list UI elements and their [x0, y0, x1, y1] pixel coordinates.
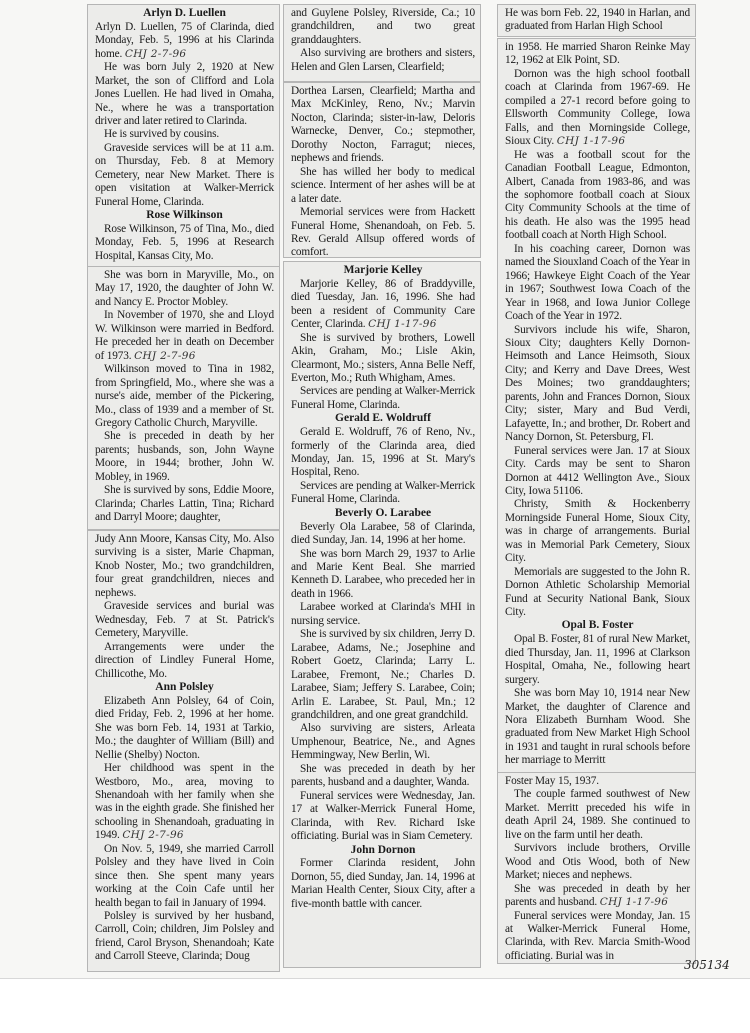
paragraph-text: Christy, Smith & Hockenberry Morningside Funeral Home, Sioux City, was in charge of arrangements. Burial was in Memorial Park Cemetery, Sioux City.: [505, 498, 690, 565]
obituary-paragraph: [95, 910, 274, 964]
paragraph-text: Marjorie Kelley, 86 of Braddyville, died Tuesday, Jan. 16, 1996. She had been a resident of Community Care Center, Clarinda.: [291, 277, 475, 331]
obituary-paragraph: [291, 426, 475, 480]
obituary-paragraph: [291, 857, 475, 911]
obituary-paragraph: [95, 484, 274, 524]
paragraph-text: Dornon was the high school football coach at Clarinda from 1967-69. He compiled a 27-1 record before going to Ellsworth Community College, Iowa Falls, and then Morningside College, Sioux City.: [505, 67, 690, 148]
paragraph-text: Ann Polsley: [155, 680, 214, 693]
paragraph-text: She is preceded in death by her parents; husbands, son, John Wayne Moore, in 1944; brother, John W. Mobley, in 1969.: [95, 430, 274, 483]
paragraph-text: She has willed her body to medical science. Interment of her ashes will be at a later date.: [291, 165, 475, 205]
obituary-paragraph: [95, 21, 274, 61]
paragraph-text: Judy Ann Moore, Kansas City, Mo. Also surviving is a sister, Marie Chapman, Knob Noster, Mo.; two grandchildren, four great grandchildren, nieces and nephews.: [95, 533, 274, 599]
obituary-paragraph: [291, 47, 475, 74]
paragraph-text: She was born in Maryville, Mo., on May 17, 1920, the daughter of John W. and Nancy E. Proctor Mobley.: [95, 269, 274, 308]
paragraph-text: The couple farmed southwest of New Market. Merritt preceded his wife in death April 24, 1989. She continued to live on the farm until her death.: [505, 788, 690, 841]
obituary-heading: [505, 619, 690, 633]
paragraph-text: Arlyn D. Luellen, 75 of Clarinda, died Monday, Feb. 5, 1996 at his Clarinda home.: [95, 20, 274, 60]
paragraph-text: Memorials are suggested to the John R. Dornon Athletic Scholarship Memorial Fund at Security National Bank, Sioux City.: [505, 565, 690, 619]
paragraph-text: She was born May 10, 1914 near New Market, the daughter of Clarence and Nora Elizabeth Burnham Wood. She graduated from New Market High School in 1931 and taught in rural schools before her marriage to Merritt: [505, 687, 690, 767]
obituary-paragraph: [291, 385, 475, 412]
handwritten-date-note: CHJ 1-17-96: [599, 896, 669, 909]
obituary-paragraph: [95, 641, 274, 681]
paragraph-text: She is survived by six children, Jerry D. Larabee, Adams, Ne.; Josephine and Robert Goetz, Clarinda; Larry L. Larabee, Fremont, Ne.; Charles D. Larabee, Siam; Jeffery S. Larabee, Coin; Arlin E. Larabee, St. Paul, Mn.; 12 grandchildren, and one great grandchild.: [291, 628, 475, 721]
obituary-paragraph: [291, 206, 475, 258]
obituary-paragraph: [291, 521, 475, 548]
paragraph-text: in 1958. He married Sharon Reinke May 12, 1962 at Elk Point, SD.: [505, 41, 690, 67]
obituary-paragraph: [95, 695, 274, 762]
paragraph-text: She is survived by sons, Eddie Moore, Clarinda; Charles Lattin, Tina; Richard and Darryl Moore; daughter,: [95, 484, 274, 524]
paragraph-text: He was a football scout for the Canadian Football League, Edmonton, Albert, Canada from 1983-86, and was the sophomore football coach at Sioux City Community Schools at the time of his death. He also was the 1995 head football coach at North High School.: [505, 148, 690, 242]
obituary-heading: [291, 844, 475, 858]
obituary-paragraph: [291, 166, 475, 206]
obituary-paragraph: [291, 278, 475, 332]
paragraph-text: Dorthea Larsen, Clearfield; Martha and Max McKinley, Reno, Nv.; Marvin Nocton, Clarinda; sister-in-law, Deloris Warnecke, Denver, Co.; stepmother, Dorothy Nocton, Farragut; nieces, nephews and friends.: [291, 85, 475, 165]
obituary-paragraph: [505, 68, 690, 149]
obituary-paragraph: [505, 445, 690, 499]
obituary-paragraph: [291, 763, 475, 790]
paragraph-text: Beverly O. Larabee: [334, 506, 432, 519]
paragraph-text: He is survived by cousins.: [104, 128, 220, 141]
clipping-kelley-woldruff-larabee-dornon: [283, 261, 481, 968]
obituary-heading: [95, 7, 274, 21]
obituary-paragraph: [505, 41, 690, 68]
paragraph-text: Funeral services were Monday, Jan. 15 at Walker-Merrick Funeral Home, Clarinda, with Rev. Marcia Smith-Wood officiating. Burial was in: [505, 909, 690, 962]
paragraph-text: Beverly Ola Larabee, 58 of Clarinda, died Sunday, Jan. 14, 1996 at her home.: [291, 520, 475, 547]
obituary-paragraph: [95, 843, 274, 910]
paragraph-text: Rose Wilkinson: [146, 209, 223, 222]
paragraph-text: Marjorie Kelley: [343, 264, 423, 276]
obituary-heading: [291, 264, 475, 278]
paragraph-text: Polsley is survived by her husband, Carroll, Coin; children, Jim Polsley and friend, Carol Bryson, Shenandoah; Kate and Carroll Steeve, Clarinda; Doug: [95, 910, 274, 963]
obituary-paragraph: [291, 790, 475, 844]
obituary-paragraph: [505, 687, 690, 768]
obituary-paragraph: [95, 309, 274, 363]
obituary-paragraph: [291, 480, 475, 507]
paragraph-text: Also surviving are sisters, Arleata Umphenour, Beatrice, Ne., and Agnes Hemmingway, New Berlin, Wi.: [291, 722, 475, 762]
paragraph-text: Survivors include brothers, Orville Wood and Otis Wood, both of New Market; nieces and nephews.: [505, 842, 690, 882]
obituary-paragraph: [95, 142, 274, 209]
obituary-paragraph: [291, 332, 475, 386]
paragraph-text: Services are pending at Walker-Merrick Funeral Home, Clarinda.: [291, 385, 475, 411]
clipping-polsley-survivors: [283, 82, 481, 258]
obituary-paragraph: [291, 628, 475, 722]
obituary-paragraph: [291, 722, 475, 762]
paragraph-text: Foster May 15, 1937.: [505, 775, 599, 787]
clipping-moore-polsley: [87, 530, 280, 972]
handwritten-date-note: CHJ 2-7-96: [134, 349, 196, 362]
obituary-paragraph: [95, 61, 274, 128]
paragraph-text: She was preceded in death by her parents and husband.: [505, 882, 690, 909]
paragraph-text: She was preceded in death by her parents, husband and a daughter, Wanda.: [291, 762, 475, 789]
obituary-paragraph: [505, 243, 690, 324]
clipping-polsley-continued: [283, 4, 481, 82]
paragraph-text: He was born Feb. 22, 1940 in Harlan, and graduated from Harlan High School: [505, 7, 690, 33]
obituary-paragraph: [95, 269, 274, 309]
obituary-paragraph: [95, 600, 274, 640]
paragraph-text: Her childhood was spent in the Westboro, Mo., area, moving to Shenandoah with her family when she was in the eighth grade. She finished her schooling in Shenandoah, graduating in 1949.: [95, 762, 274, 842]
paragraph-text: Rose Wilkinson, 75 of Tina, Mo., died Monday, Feb. 5, 1996 at Research Hospital, Kansas City, Mo.: [95, 222, 274, 262]
handwritten-date-note: CHJ 1-17-96: [556, 135, 626, 148]
paragraph-text: In November of 1970, she and Lloyd W. Wilkinson were married in Bedford. He preceded her in death on December of 1973.: [95, 309, 274, 362]
obituary-heading: [291, 412, 475, 426]
paragraph-text: Funeral services were Wednesday, Jan. 17 at Walker-Merrick Funeral Home, Clarinda, with Rev. Richard Iske officiating. Burial was in Siam Cemetery.: [291, 789, 475, 843]
paragraph-text: She was born March 29, 1937 to Arlie and Marie Kent Beal. She married Kenneth D. Larabee, who preceded her in death in 1966.: [291, 547, 475, 600]
obituary-paragraph: [95, 533, 274, 600]
obituary-paragraph: [291, 548, 475, 602]
obituary-paragraph: [505, 883, 690, 910]
paragraph-text: Graveside services will be at 11 a.m. on Thursday, Feb. 8 at Memory Cemetery, near New Market. There is open visitation at Walker-Merrick Funeral Home, Clarinda.: [95, 141, 274, 208]
paragraph-text: On Nov. 5, 1949, she married Carroll Polsley and they have lived in Coin since then. She spent many years working at the Coin Cafe until her health began to fail in January of 1994.: [95, 842, 274, 909]
paragraph-text: Opal B. Foster, 81 of rural New Market, died Thursday, Jan. 11, 1996 at Clarkson Hospital, Omaha, Ne., following heart surgery.: [505, 633, 690, 686]
paragraph-text: John Dornon: [350, 843, 416, 856]
obituary-paragraph: [291, 7, 475, 47]
clipping-dornon-foster: [497, 38, 696, 773]
obituary-paragraph: [505, 149, 690, 243]
paragraph-text: Services are pending at Walker-Merrick Funeral Home, Clarinda.: [291, 479, 475, 506]
obituary-heading: [95, 681, 274, 695]
archive-number-annotation: 305134: [684, 958, 730, 972]
paragraph-text: Wilkinson moved to Tina in 1982, from Springfield, Mo., where she was a nurse's aide, member of the Pickering, Mo., class of 1939 and a member of St. Gregory Catholic Church, Maryville.: [95, 363, 274, 429]
clipping-luellen-wilkinson: [87, 4, 280, 267]
obituary-paragraph: [95, 762, 274, 843]
obituary-heading: [95, 209, 274, 223]
paragraph-text: and Guylene Polsley, Riverside, Ca.; 10 grandchildren, and two great granddaughters.: [291, 7, 475, 46]
obituary-paragraph: [505, 324, 690, 445]
clipping-wilkinson-continued: [87, 266, 280, 530]
paragraph-text: In his coaching career, Dornon was named the Siouxland Coach of the Year in 1966; Hawkeye Eight Coach of the Year in 1967; Southwest Iowa Coach of the Year in 1968, and Iowa Junior College Coach of the Year in 1972.: [505, 242, 690, 323]
paragraph-text: Graveside services and burial was Wednesday, Feb. 7 at St. Patrick's Cemetery, Maryville.: [95, 600, 274, 640]
handwritten-date-note: CHJ 1-17-96: [368, 318, 437, 331]
obituary-heading: [291, 507, 475, 521]
clipping-dornon-birth: [497, 4, 696, 37]
paragraph-text: Also surviving are brothers and sisters, Helen and Glen Larsen, Clearfield;: [291, 47, 475, 73]
obituary-paragraph: [505, 775, 690, 788]
obituary-paragraph: [291, 601, 475, 628]
obituary-paragraph: [505, 788, 690, 842]
paragraph-text: Survivors include his wife, Sharon, Sioux City; daughters Kelly Dornon-Heimsoth and Lance Heimsoth, Sioux City; and Kerry and Dave Drees, West Des Moines; two granddaughters; parents, John and Frances Dornon, Sioux City; sister, Mary and Bud Verdi, Lafayette, In.; and brother, Dr. Robert and Nancy Dornon, St. Petersburg, Fl.: [505, 323, 690, 444]
paragraph-text: Gerald E. Woldruff: [335, 412, 431, 425]
handwritten-date-note: CHJ 2-7-96: [122, 829, 184, 842]
obituary-paragraph: [505, 7, 690, 34]
obituary-paragraph: [505, 842, 690, 882]
obituary-paragraph: [95, 223, 274, 263]
paragraph-text: Larabee worked at Clarinda's MHI in nursing service.: [291, 601, 475, 627]
obituary-paragraph: [505, 633, 690, 687]
obituary-paragraph: [95, 128, 274, 141]
paragraph-text: Memorial services were from Hackett Funeral Home, Shenandoah, on Feb. 5. Rev. Gerald Allsup offered words of comfort.: [291, 206, 475, 258]
obituary-paragraph: [505, 498, 690, 565]
paragraph-text: Elizabeth Ann Polsley, 64 of Coin, died Friday, Feb. 2, 1996 at her home. She was born Feb. 14, 1931 at Tarkio, Mo.; the daughter of William (Bill) and Nellie (Shelby) Nocton.: [95, 694, 274, 761]
obituary-paragraph: [95, 430, 274, 484]
obituary-paragraph: [291, 85, 475, 166]
obituary-paragraph: [505, 566, 690, 620]
obituary-paragraph: [95, 363, 274, 430]
paragraph-text: Arlyn D. Luellen: [143, 7, 226, 19]
clipping-foster-continued: [497, 772, 696, 964]
paragraph-text: Former Clarinda resident, John Dornon, 55, died Sunday, Jan. 14, 1996 at Marian Health Center, Sioux City, after a five-month battle with cancer.: [291, 857, 475, 910]
obituary-paragraph: [505, 910, 690, 964]
handwritten-date-note: CHJ 2-7-96: [124, 47, 187, 60]
paragraph-text: Arrangements were under the direction of Lindley Funeral Home, Chillicothe, Mo.: [95, 640, 274, 680]
paragraph-text: Funeral services were Jan. 17 at Sioux City. Cards may be sent to Sharon Dornon at 4412 Wellington Ave., Sioux City, Iowa 51106.: [505, 444, 690, 497]
paragraph-text: She is survived by brothers, Lowell Akin, Graham, Mo.; Lisle Akin, Clearmont, Mo.; sisters, Anna Belle Neff, Everton, Mo.; Ruth Whigham, Ames.: [291, 331, 475, 384]
paragraph-text: Gerald E. Woldruff, 76 of Reno, Nv., formerly of the Clarinda area, died Monday, Jan. 15, 1996 at St. Mary's Hospital, Reno.: [291, 426, 475, 479]
paragraph-text: Opal B. Foster: [561, 619, 634, 632]
paragraph-text: He was born July 2, 1920 at New Market, the son of Clifford and Lola Jones Luellen. He had lived in Omaha, Ne., where he was a transportation driver and later retired to Clarinda.: [95, 61, 274, 127]
